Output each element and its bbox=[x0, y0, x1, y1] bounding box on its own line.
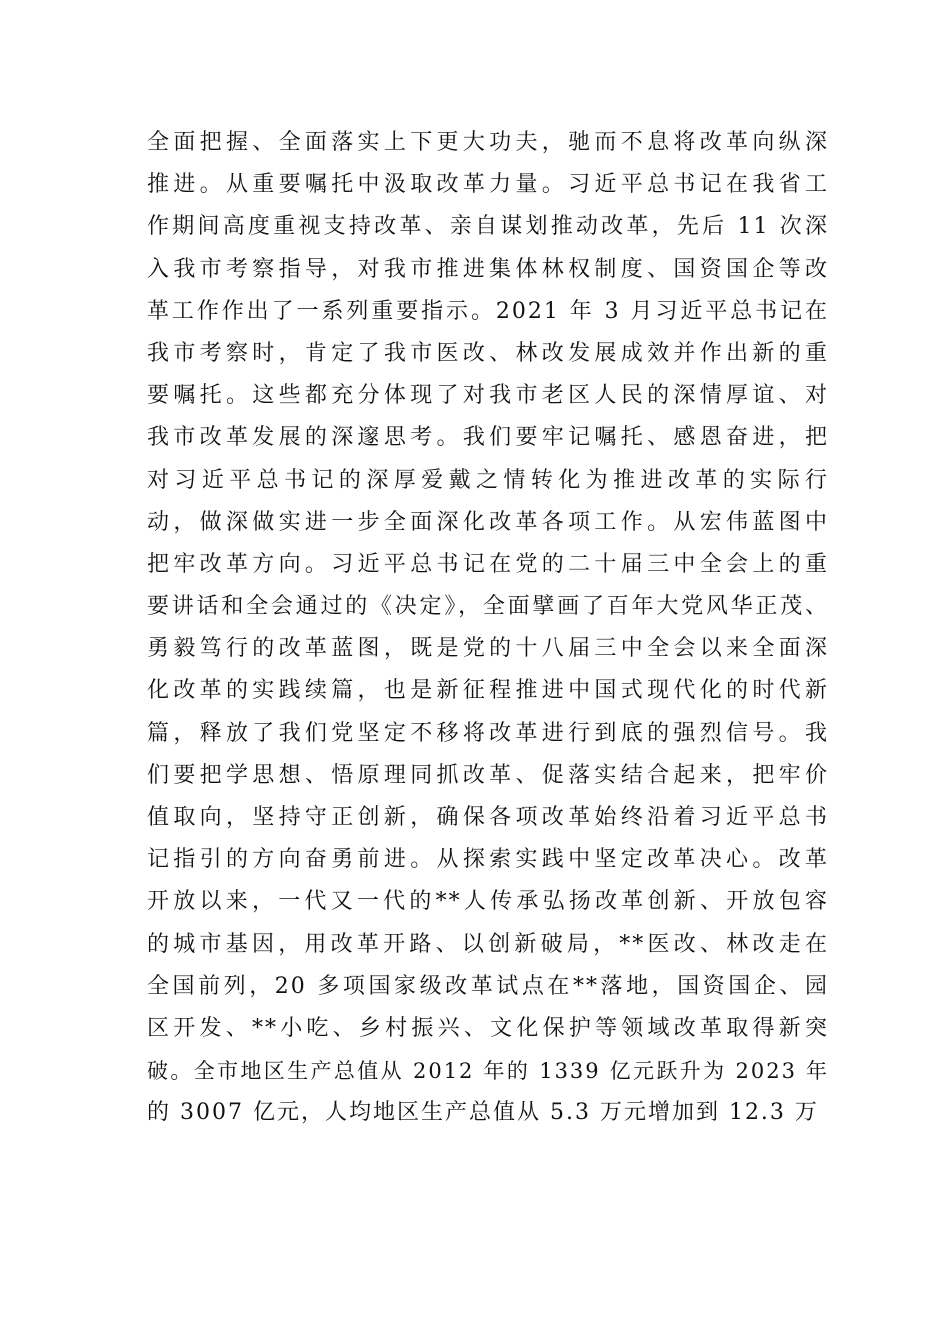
text-line: 推进。从重要嘱托中汲取改革力量。习近平总书记在我省工 bbox=[147, 172, 829, 198]
text-line: 的 3007 亿元，人均地区生产总值从 5.3 万元增加到 12.3 万 bbox=[147, 1100, 819, 1126]
text-line: 值取向，坚持守正创新，确保各项改革始终沿着习近平总书 bbox=[147, 805, 829, 830]
text-line: 篇，释放了我们党坚定不移将改革进行到底的强烈信号。我 bbox=[147, 720, 829, 746]
text-line: 区开发、**小吃、乡村振兴、文化保护等领域改革取得新突 bbox=[147, 1015, 829, 1041]
text-line: 勇毅笃行的改革蓝图，既是党的十八届三中全会以来全面深 bbox=[147, 636, 829, 662]
text-line: 革工作作出了一系列重要指示。2021 年 3 月习近平总书记在 bbox=[147, 298, 829, 324]
text-line: 动，做深做实进一步全面深化改革各项工作。从宏伟蓝图中 bbox=[147, 509, 829, 535]
text-line: 我市改革发展的深邃思考。我们要牢记嘱托、感恩奋进，把 bbox=[147, 425, 829, 451]
text-line: 化改革的实践续篇，也是新征程推进中国式现代化的时代新 bbox=[147, 678, 829, 704]
body-paragraph bbox=[147, 122, 829, 1135]
text-line: 对习近平总书记的深厚爱戴之情转化为推进改革的实际行 bbox=[147, 467, 829, 493]
text-line: 作期间高度重视支持改革、亲自谋划推动改革，先后 11 次深 bbox=[147, 214, 829, 240]
text-line: 们要把学思想、悟原理同抓改革、促落实结合起来，把牢价 bbox=[147, 762, 829, 788]
text-line: 全面把握、全面落实上下更大功夫，驰而不息将改革向纵深 bbox=[147, 130, 829, 155]
text-line: 破。全市地区生产总值从 2012 年的 1339 亿元跃升为 2023 年 bbox=[147, 1059, 829, 1084]
text-line: 把牢改革方向。习近平总书记在党的二十届三中全会上的重 bbox=[147, 551, 829, 577]
text-line: 开放以来，一代又一代的**人传承弘扬改革创新、开放包容 bbox=[147, 889, 829, 915]
text-line: 记指引的方向奋勇前进。从探索实践中坚定改革决心。改革 bbox=[147, 847, 829, 873]
text-line: 要讲话和全会通过的《决定》，全面擘画了百年大党风华正茂、 bbox=[147, 594, 829, 620]
text-line: 入我市考察指导，对我市推进集体林权制度、国资国企等改 bbox=[147, 256, 829, 282]
text-line: 全国前列，20 多项国家级改革试点在**落地，国资国企、园 bbox=[147, 973, 829, 999]
text-line: 我市考察时，肯定了我市医改、林改发展成效并作出新的重 bbox=[147, 340, 829, 366]
text-line: 要嘱托。这些都充分体现了对我市老区人民的深情厚谊、对 bbox=[147, 383, 829, 409]
text-line: 的城市基因，用改革开路、以创新破局，**医改、林改走在 bbox=[147, 931, 829, 957]
